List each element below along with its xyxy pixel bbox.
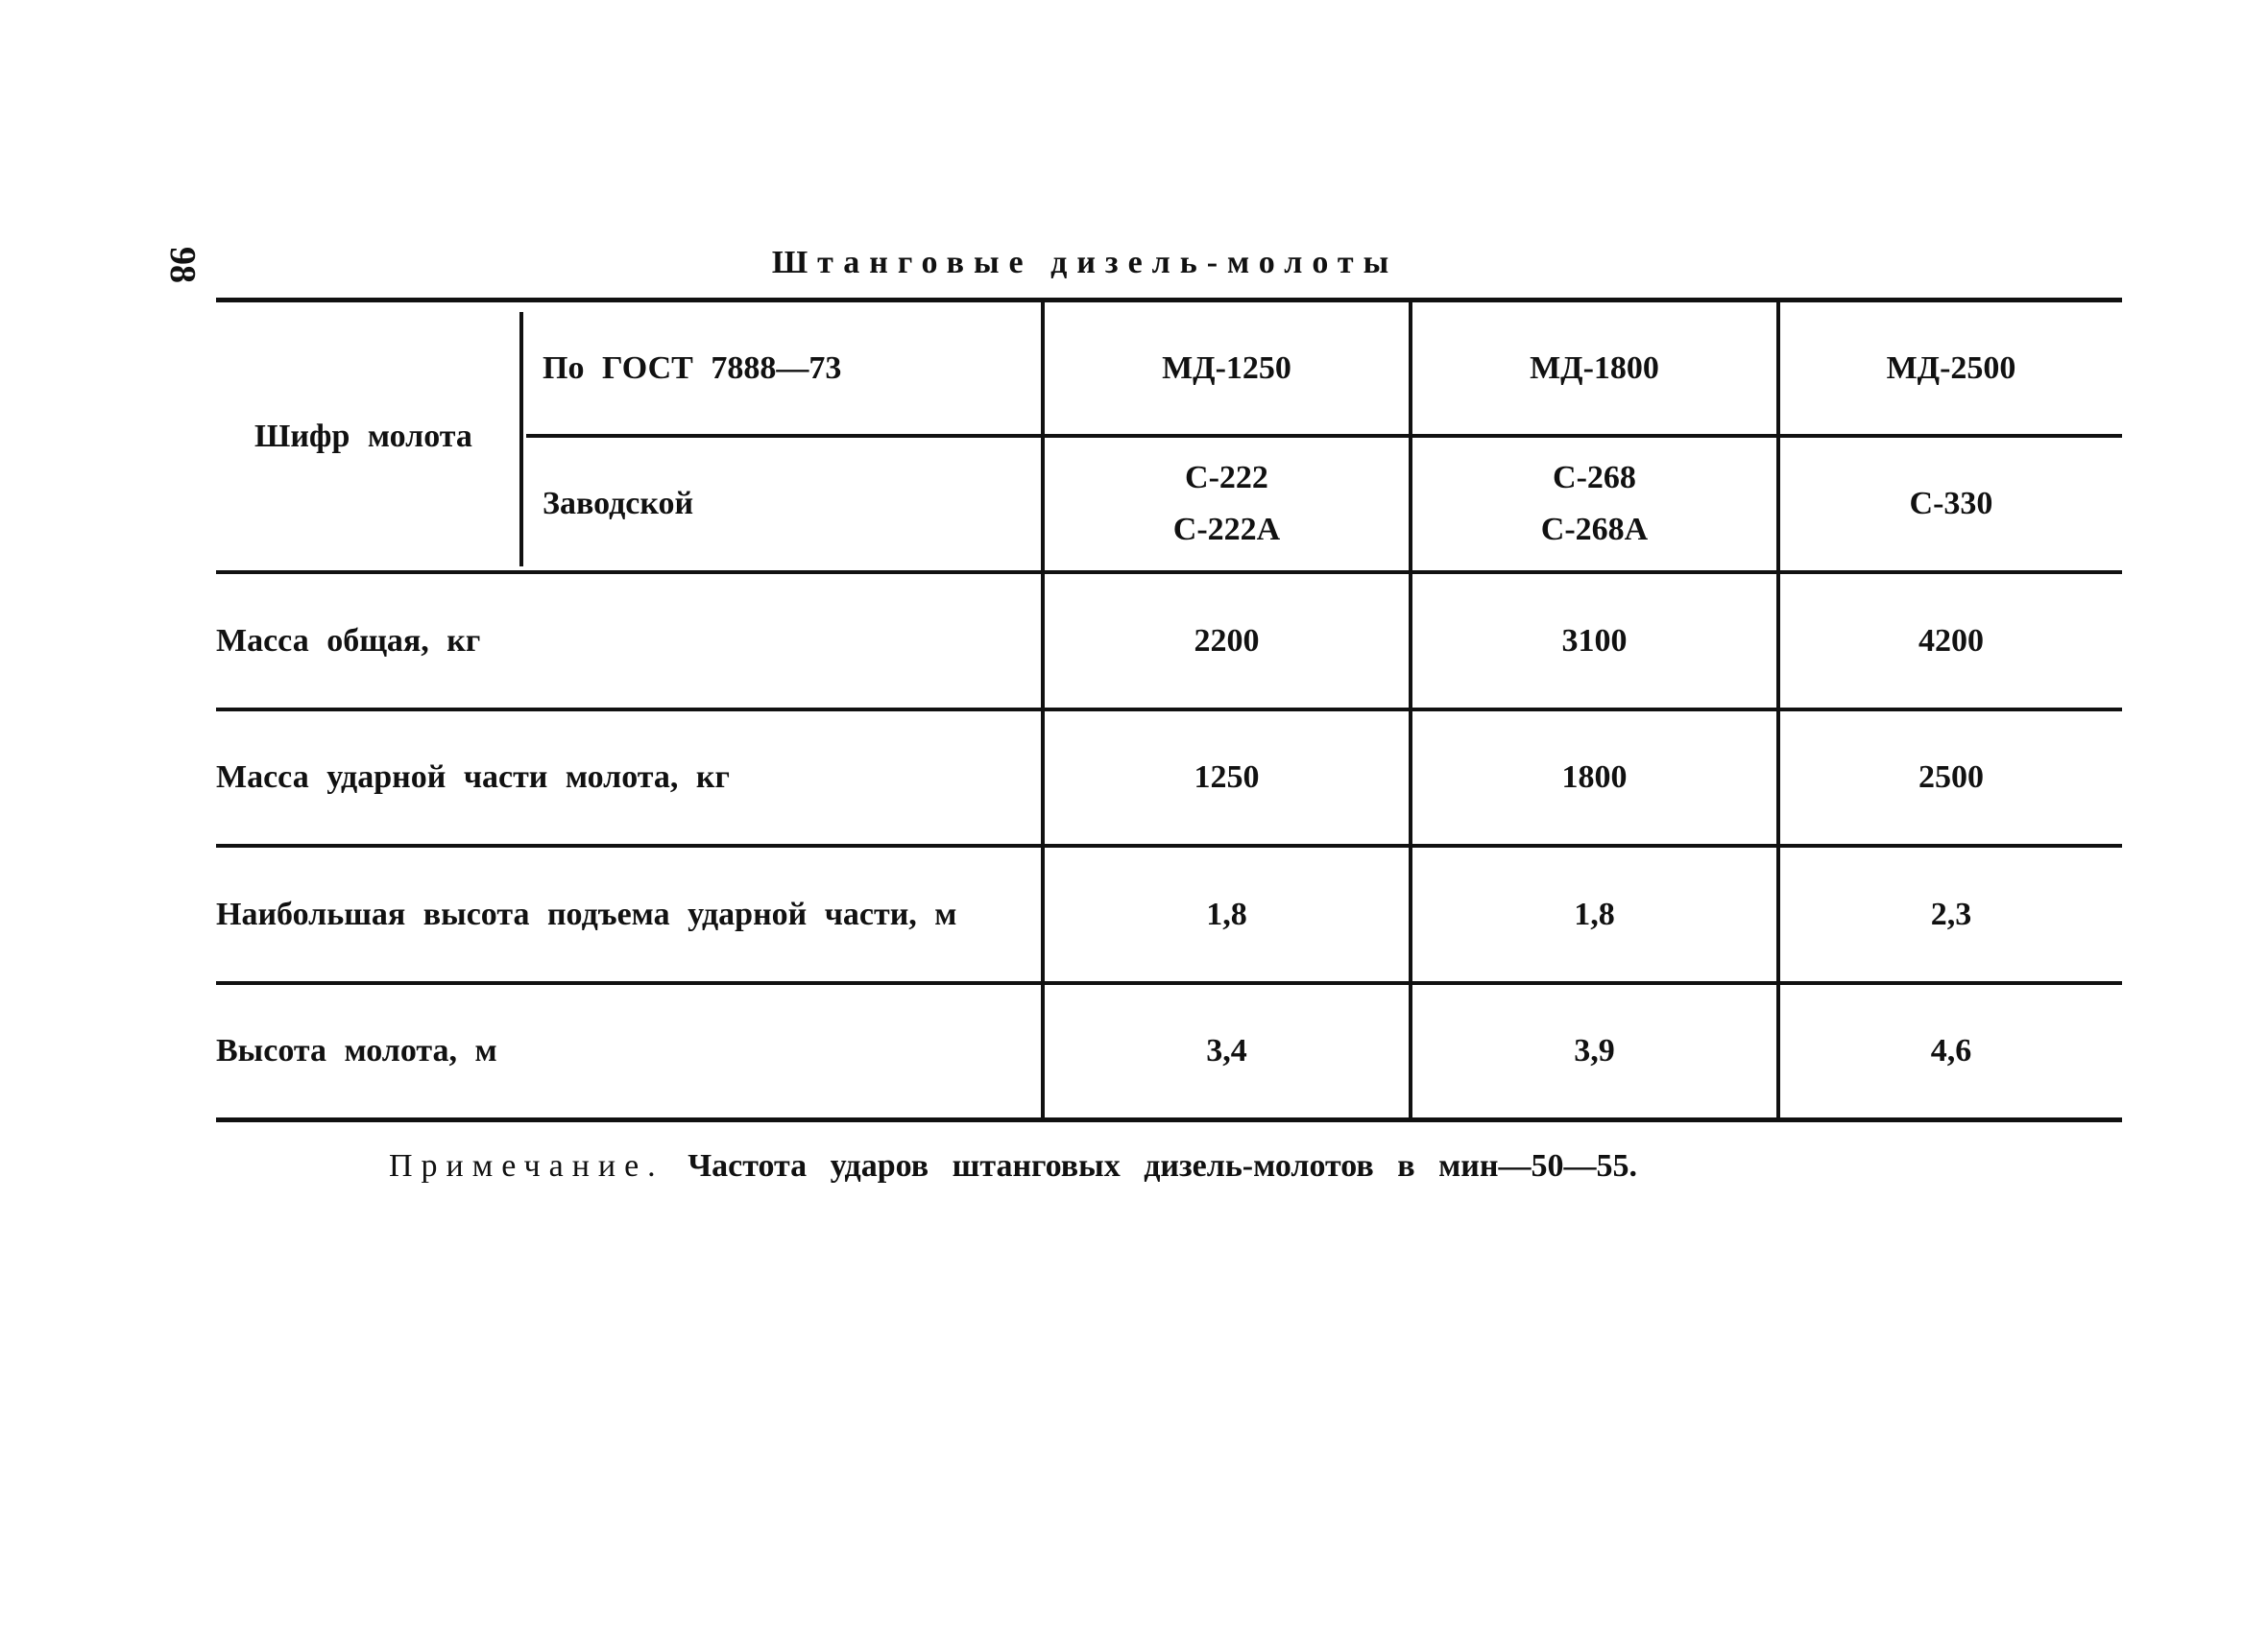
- factory-code: С-268: [1553, 460, 1636, 495]
- table-note: [389, 1148, 1637, 1185]
- header-gost-model-2: МД-1800: [1530, 349, 1659, 386]
- row-label-hammer-height: Высота молота, м: [216, 1033, 497, 1069]
- table-cell: 3,9: [1574, 1033, 1615, 1069]
- table-cell: 3,4: [1206, 1033, 1247, 1069]
- header-factory-model-1: [1045, 438, 1409, 570]
- page-number: 98: [162, 247, 203, 283]
- header-factory-label: Заводской: [543, 486, 694, 521]
- factory-code: С-222: [1185, 460, 1268, 495]
- header-gost-label: По ГОСТ 7888—73: [543, 349, 842, 386]
- table-cell: 4,6: [1930, 1033, 1972, 1069]
- factory-code: С-222А: [1172, 512, 1281, 547]
- row-label-max-lift-height: Наибольшая высота подъема ударной части, м: [216, 896, 957, 932]
- header-group-label: Шифр молота: [254, 418, 472, 454]
- note-label: Примечание.: [389, 1148, 664, 1184]
- table-cell: 1800: [1561, 759, 1628, 795]
- table-cell: 3100: [1561, 622, 1628, 659]
- note-text: Частота ударов штанговых дизель-молотов в мин—50—55.: [688, 1148, 1637, 1184]
- table-cell: 2500: [1918, 759, 1984, 795]
- table-cell: 1250: [1194, 759, 1260, 795]
- factory-code: С-268А: [1540, 512, 1649, 547]
- factory-code: С-330: [1909, 486, 1993, 521]
- table-bottom-rule: [216, 1117, 2122, 1122]
- table-cell: 1,8: [1574, 896, 1615, 932]
- table-cell: 4200: [1918, 622, 1984, 659]
- table-title: Штанговые дизель-молоты: [771, 245, 1399, 280]
- header-factory-model-3: [1780, 438, 2122, 570]
- row-label-total-mass: Масса общая, кг: [216, 622, 481, 659]
- table-cell: 2200: [1194, 622, 1260, 659]
- row-label-ram-mass: Масса ударной части молота, кг: [216, 759, 730, 795]
- table-cell: 2,3: [1930, 896, 1972, 932]
- header-factory-model-2: [1412, 438, 1776, 570]
- table-cell: 1,8: [1206, 896, 1247, 932]
- header-gost-model-1: МД-1250: [1162, 349, 1291, 386]
- header-group-divider: [519, 312, 523, 566]
- header-gost-model-3: МД-2500: [1886, 349, 2016, 386]
